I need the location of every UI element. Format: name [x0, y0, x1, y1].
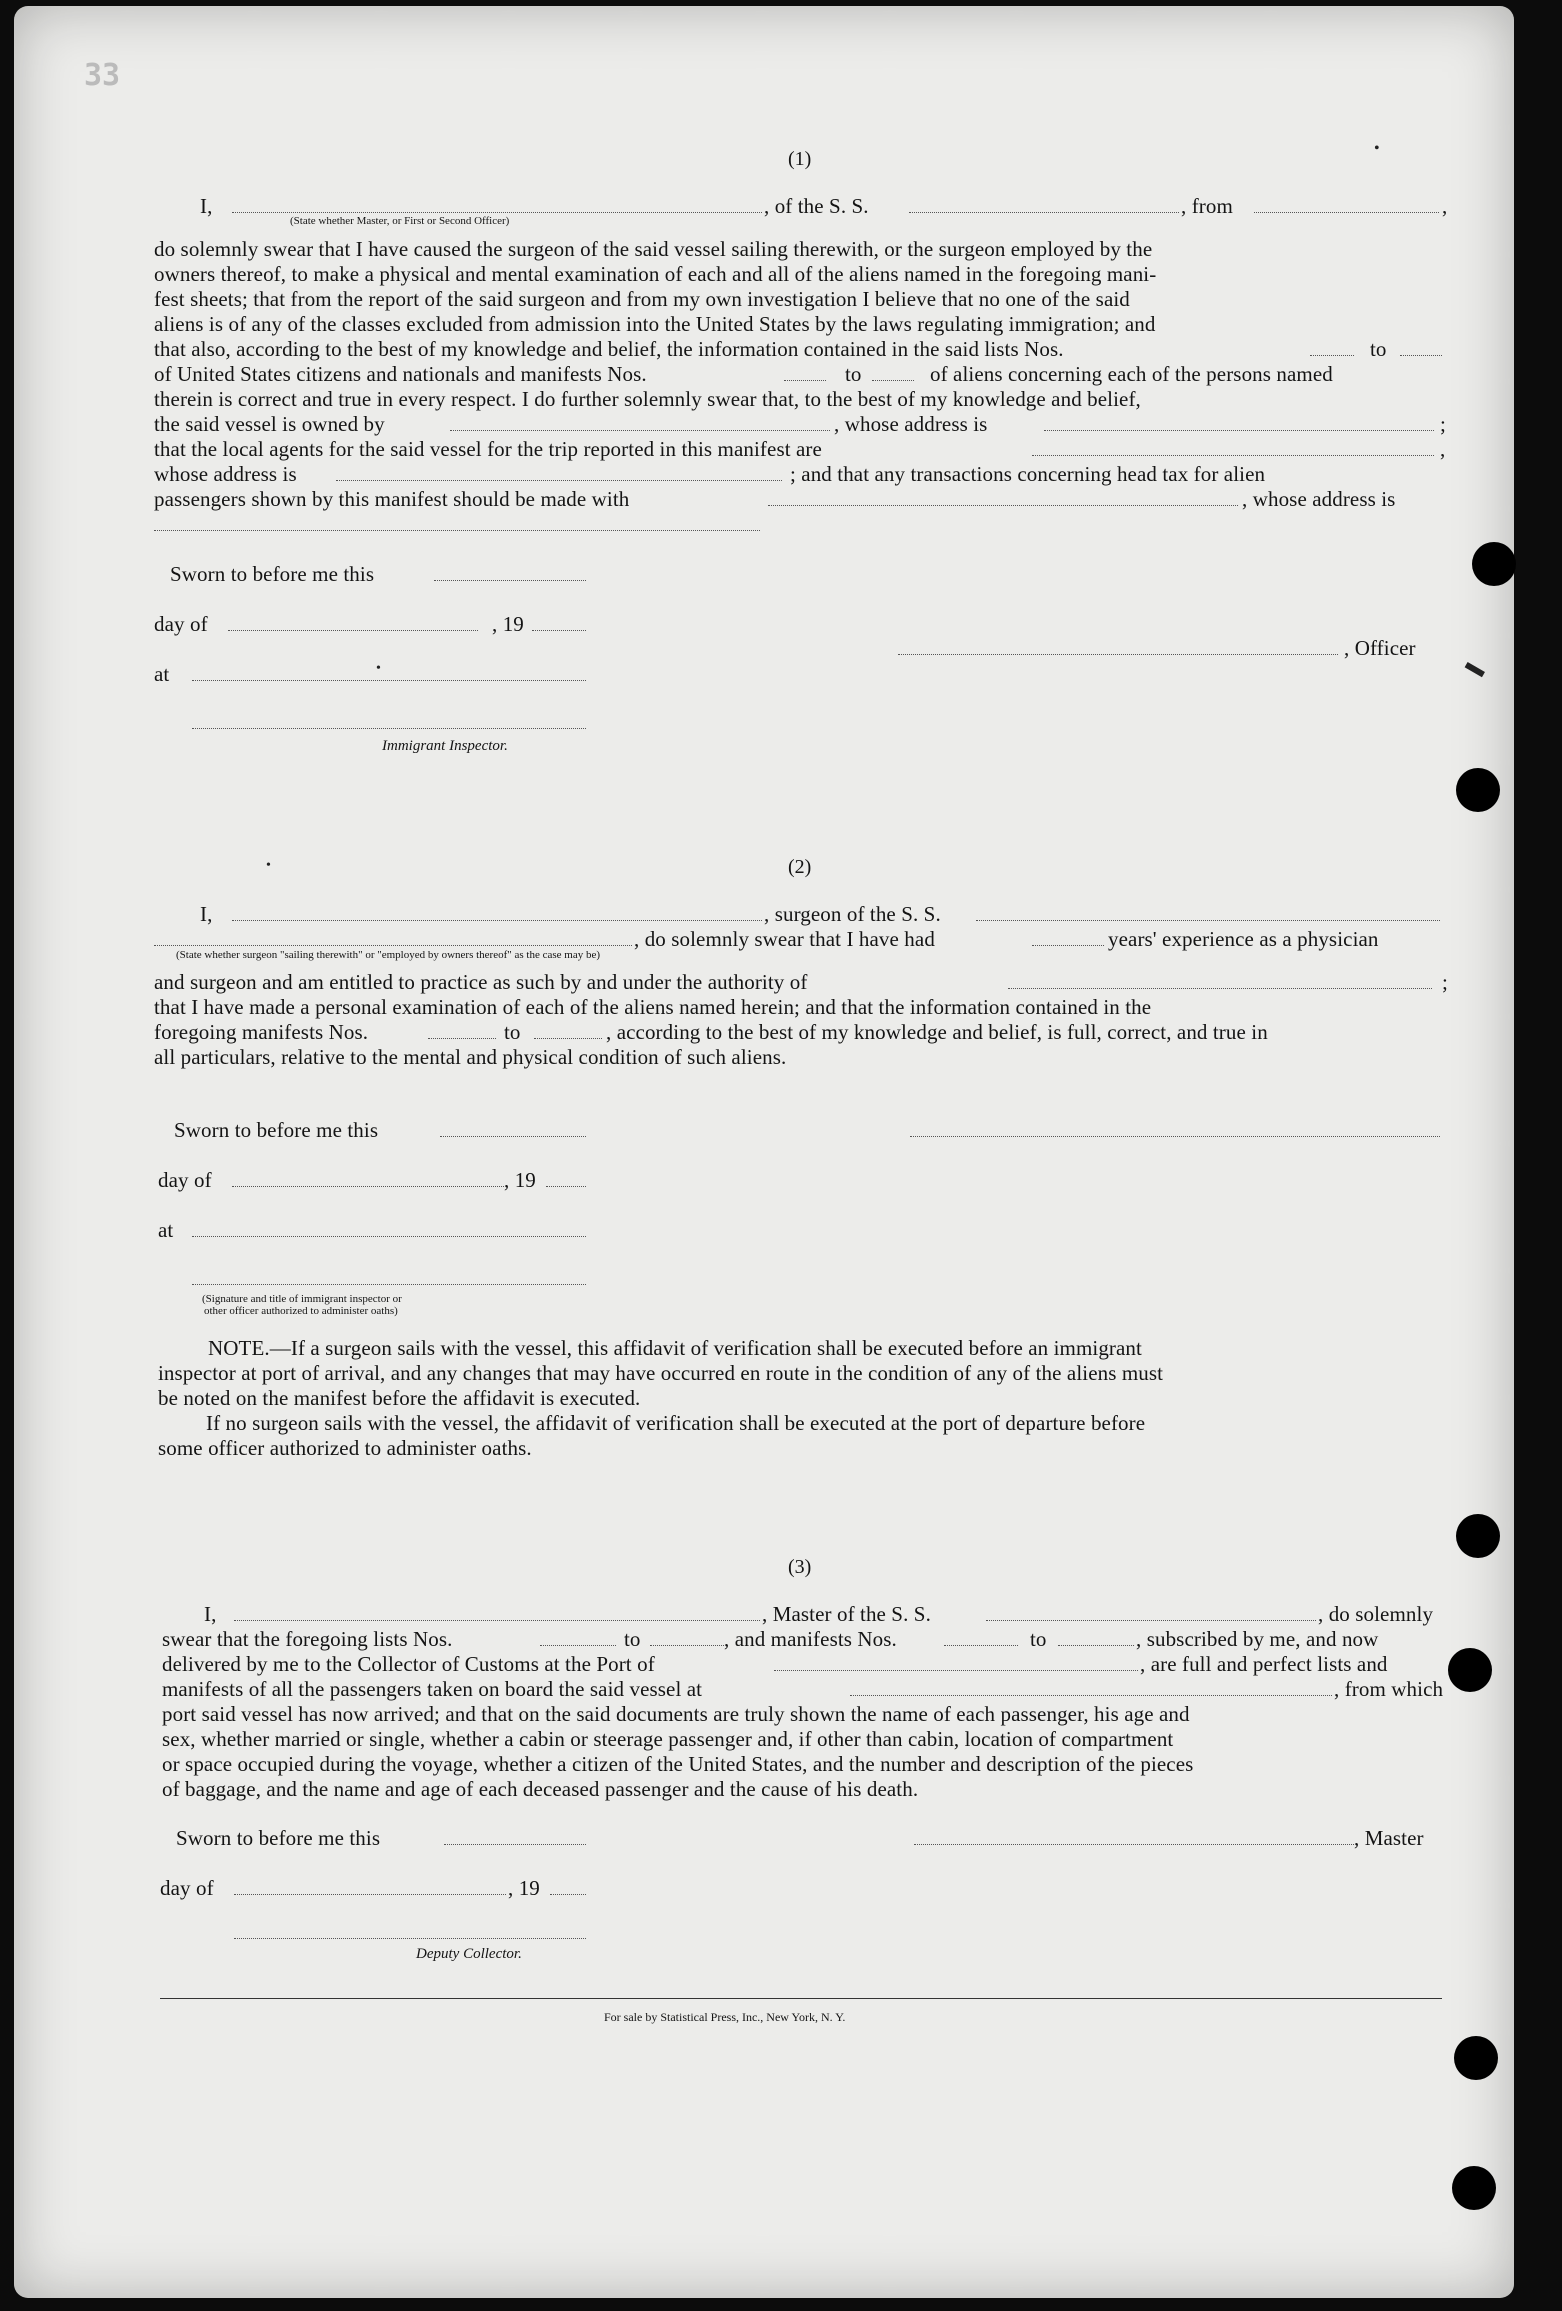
s1-head-tax-address-field[interactable]	[154, 530, 760, 531]
s1-owner-address-label: , whose address is	[834, 412, 988, 436]
s1-owned-by: the said vessel is owned by	[154, 412, 385, 436]
s3-master-of-ss: , Master of the S. S.	[762, 1602, 931, 1626]
s2-at: at	[158, 1218, 174, 1242]
s1-agents-label: that the local agents for the said vessel for the trip reported in this manifest are	[154, 437, 822, 461]
speck: ▬	[1462, 652, 1491, 682]
s2-sig-caption-1: (Signature and title of immigrant inspector or	[202, 1293, 402, 1305]
s3-collector-signature-field[interactable]	[234, 1938, 586, 1939]
s1-head-tax-line: ; and that any transactions concerning head tax for alien	[790, 462, 1266, 486]
s2-authority-semicolon: ;	[1442, 970, 1448, 994]
s3-master-label: , Master	[1354, 1826, 1424, 1850]
punch-hole	[1472, 542, 1516, 586]
s1-body-line-4: aliens is of any of the classes excluded from admission into the United States by the laws regulating immigration; and	[154, 312, 1156, 336]
s1-owner-field[interactable]	[450, 430, 830, 431]
s2-day-of: day of	[158, 1168, 212, 1192]
s3-subscribed: , subscribed by me, and now	[1136, 1627, 1379, 1651]
section-2-heading: (2)	[788, 856, 812, 878]
s1-agents-address-field[interactable]	[336, 480, 782, 481]
s3-departure-port-field[interactable]	[850, 1695, 1332, 1696]
s1-sworn-day-field[interactable]	[434, 580, 586, 581]
s2-manifests-to-field[interactable]	[534, 1038, 602, 1039]
s1-i: I,	[200, 194, 213, 218]
s2-capacity-caption: (State whether surgeon "sailing therewith" or "employed by owners thereof" as the case may be)	[176, 949, 601, 961]
s1-agents-field[interactable]	[1032, 455, 1434, 456]
s2-swear-had: , do solemnly swear that I have had	[634, 927, 935, 951]
s3-body-line-3: or space occupied during the voyage, whether a citizen of the United States, and the number and description of the pieces	[162, 1752, 1194, 1776]
s3-day-of: day of	[160, 1876, 214, 1900]
s2-capacity-field[interactable]	[154, 945, 632, 946]
s2-authority-label: and surgeon and am entitled to practice as such by and under the authority of	[154, 970, 808, 994]
s1-head-tax-address-label: , whose address is	[1242, 487, 1396, 511]
s2-years-experience: years' experience as a physician	[1108, 927, 1379, 951]
s2-surgeon-of-ss: , surgeon of the S. S.	[764, 902, 941, 926]
s2-manifests-from-field[interactable]	[428, 1038, 496, 1039]
s1-day-of: day of	[154, 612, 208, 636]
s3-body-line-4: of baggage, and the name and age of each deceased passenger and the cause of his death.	[162, 1777, 919, 1801]
s3-body-line-2: sex, whether married or single, whether a cabin or steerage passenger and, if other than cabin, location of compartment	[162, 1727, 1174, 1751]
s2-i: I,	[200, 902, 213, 926]
s3-port-field[interactable]	[774, 1670, 1138, 1671]
s2-officer-signature-field[interactable]	[192, 1284, 586, 1285]
s1-body-line-5: that also, according to the best of my knowledge and belief, the information contained in the said lists Nos.	[154, 337, 1064, 361]
speck: •	[1374, 140, 1380, 157]
s1-inspector-caption: Immigrant Inspector.	[382, 738, 508, 754]
s1-inspector-signature-field[interactable]	[192, 728, 586, 729]
note-line-3: be noted on the manifest before the affidavit is executed.	[158, 1386, 641, 1410]
s3-sworn-day-field[interactable]	[444, 1844, 586, 1845]
note-label: NOTE.	[208, 1336, 270, 1360]
section-1-heading: (1)	[788, 148, 812, 170]
s1-semicolon: ;	[1440, 412, 1446, 436]
s2-manifests-label: foregoing manifests Nos.	[154, 1020, 369, 1044]
section-3-heading: (3)	[788, 1556, 812, 1578]
s1-at: at	[154, 662, 170, 686]
corner-mark: 33	[84, 58, 121, 93]
s1-year-field[interactable]	[532, 630, 586, 631]
s2-sig-caption-2: other officer authorized to administer oaths)	[204, 1305, 398, 1317]
s2-authority-field[interactable]	[1008, 988, 1432, 989]
s3-port-label: delivered by me to the Collector of Customs at the Port of	[162, 1652, 655, 1676]
form-page	[14, 6, 1514, 2298]
s1-head-tax-with: passengers shown by this manifest should be made with	[154, 487, 630, 511]
s2-nineteen: , 19	[504, 1168, 536, 1192]
s1-agents-comma: ,	[1440, 437, 1446, 461]
s2-manifests-to: to	[504, 1020, 521, 1044]
s1-officer-field[interactable]	[232, 212, 762, 213]
s1-manifests-to: to	[845, 362, 862, 386]
s2-vessel-field[interactable]	[976, 920, 1440, 921]
s1-lists-to: to	[1370, 337, 1387, 361]
s1-month-field[interactable]	[228, 630, 478, 631]
s1-agents-address-label: whose address is	[154, 462, 297, 486]
s1-comma: ,	[1442, 194, 1448, 218]
s3-sworn: Sworn to before me this	[176, 1826, 381, 1850]
s3-vessel-field[interactable]	[986, 1620, 1316, 1621]
s2-sworn-day-field[interactable]	[440, 1136, 586, 1137]
s2-body-line-1: that I have made a personal examination of each of the aliens named herein; and that the information contained in the	[154, 995, 1152, 1019]
s2-surgeon-signature-field[interactable]	[910, 1136, 1440, 1137]
note-line-2: inspector at port of arrival, and any changes that may have occurred en route in the condition of any of the aliens must	[158, 1361, 1164, 1385]
s1-body-line-2: owners thereof, to make a physical and mental examination of each and all of the aliens named in the foregoing mani-	[154, 262, 1157, 286]
s1-officer-signature-field[interactable]	[898, 654, 1338, 655]
s3-manifests-from-field[interactable]	[944, 1645, 1018, 1646]
s2-surgeon-name-field[interactable]	[232, 920, 762, 921]
s1-manifests-to-field[interactable]	[872, 380, 914, 381]
s1-of-ss: , of the S. S.	[764, 194, 869, 218]
s3-master-signature-field[interactable]	[914, 1844, 1354, 1845]
s3-do-solemnly: , do solemnly	[1318, 1602, 1434, 1626]
s3-manifests-to-field[interactable]	[1058, 1645, 1134, 1646]
s3-lists-from-field[interactable]	[540, 1645, 616, 1646]
s1-owner-address-field[interactable]	[1044, 430, 1434, 431]
punch-hole	[1454, 2036, 1498, 2080]
s3-i: I,	[204, 1602, 217, 1626]
s1-from: , from	[1181, 194, 1233, 218]
s2-body-line-3: all particulars, relative to the mental and physical condition of such aliens.	[154, 1045, 787, 1069]
s2-place-field[interactable]	[192, 1236, 586, 1237]
s1-nineteen: , 19	[492, 612, 524, 636]
s3-lists-label: swear that the foregoing lists Nos.	[162, 1627, 453, 1651]
s1-body-line-6a: of United States citizens and nationals and manifests Nos.	[154, 362, 647, 386]
s3-deputy-caption: Deputy Collector.	[416, 1946, 522, 1962]
s3-month-field[interactable]	[234, 1894, 506, 1895]
s2-year-field[interactable]	[546, 1186, 586, 1187]
punch-hole	[1456, 768, 1500, 812]
s2-month-field[interactable]	[232, 1186, 504, 1187]
punch-hole	[1452, 2166, 1496, 2210]
s3-lists-to: to	[624, 1627, 641, 1651]
s3-manifests-label: , and manifests Nos.	[724, 1627, 897, 1651]
s3-body-line-1: port said vessel has now arrived; and that on the said documents are truly shown the name of each passenger, his age and	[162, 1702, 1190, 1726]
s3-manifests-to: to	[1030, 1627, 1047, 1651]
s1-officer-caption: (State whether Master, or First or Second Officer)	[290, 215, 510, 227]
footer-rule	[160, 1998, 1442, 1999]
footer-printer: For sale by Statistical Press, Inc., New York, N. Y.	[604, 2010, 846, 2024]
s1-sworn: Sworn to before me this	[170, 562, 375, 586]
note-text-1: —If a surgeon sails with the vessel, this affidavit of verification shall be executed before an immigrant	[269, 1336, 1142, 1360]
s3-full-perfect: , are full and perfect lists and	[1140, 1652, 1388, 1676]
s1-place-field[interactable]	[192, 680, 586, 681]
s3-from-which: , from which	[1334, 1677, 1444, 1701]
speck: •	[266, 858, 271, 873]
punch-hole	[1456, 1514, 1500, 1558]
s2-sworn: Sworn to before me this	[174, 1118, 379, 1142]
note-line-5: some officer authorized to administer oaths.	[158, 1436, 532, 1460]
s3-nineteen: , 19	[508, 1876, 540, 1900]
s3-lists-to-field[interactable]	[650, 1645, 724, 1646]
s1-from-field[interactable]	[1254, 212, 1439, 213]
s1-lists-to-field[interactable]	[1400, 355, 1442, 356]
s1-body-line-7: therein is correct and true in every respect. I do further solemnly swear that, to the best of my knowledge and belief,	[154, 387, 1141, 411]
s2-years-field[interactable]	[1032, 945, 1104, 946]
note-line-4: If no surgeon sails with the vessel, the affidavit of verification shall be executed at the port of departure before	[206, 1411, 1146, 1435]
speck: •	[376, 661, 381, 676]
s2-body-line-2: , according to the best of my knowledge and belief, is full, correct, and true in	[606, 1020, 1268, 1044]
s3-year-field[interactable]	[550, 1894, 586, 1895]
s3-master-name-field[interactable]	[234, 1620, 760, 1621]
s1-body-line-1: do solemnly swear that I have caused the surgeon of the said vessel sailing therewith, or the surgeon employed by the	[154, 237, 1153, 261]
s1-body-line-3: fest sheets; that from the report of the said surgeon and from my own investigation I believe that no one of the said	[154, 287, 1130, 311]
s1-body-line-6b: of aliens concerning each of the persons named	[930, 362, 1333, 386]
s1-manifests-from-field[interactable]	[784, 380, 826, 381]
note-line-1	[208, 1336, 1142, 1361]
s1-lists-from-field[interactable]	[1310, 355, 1354, 356]
punch-hole	[1448, 1648, 1492, 1692]
s3-taken-at-label: manifests of all the passengers taken on board the said vessel at	[162, 1677, 703, 1701]
s1-head-tax-party-field[interactable]	[768, 505, 1238, 506]
s1-vessel-field[interactable]	[909, 212, 1179, 213]
s1-officer-label: , Officer	[1344, 636, 1416, 660]
